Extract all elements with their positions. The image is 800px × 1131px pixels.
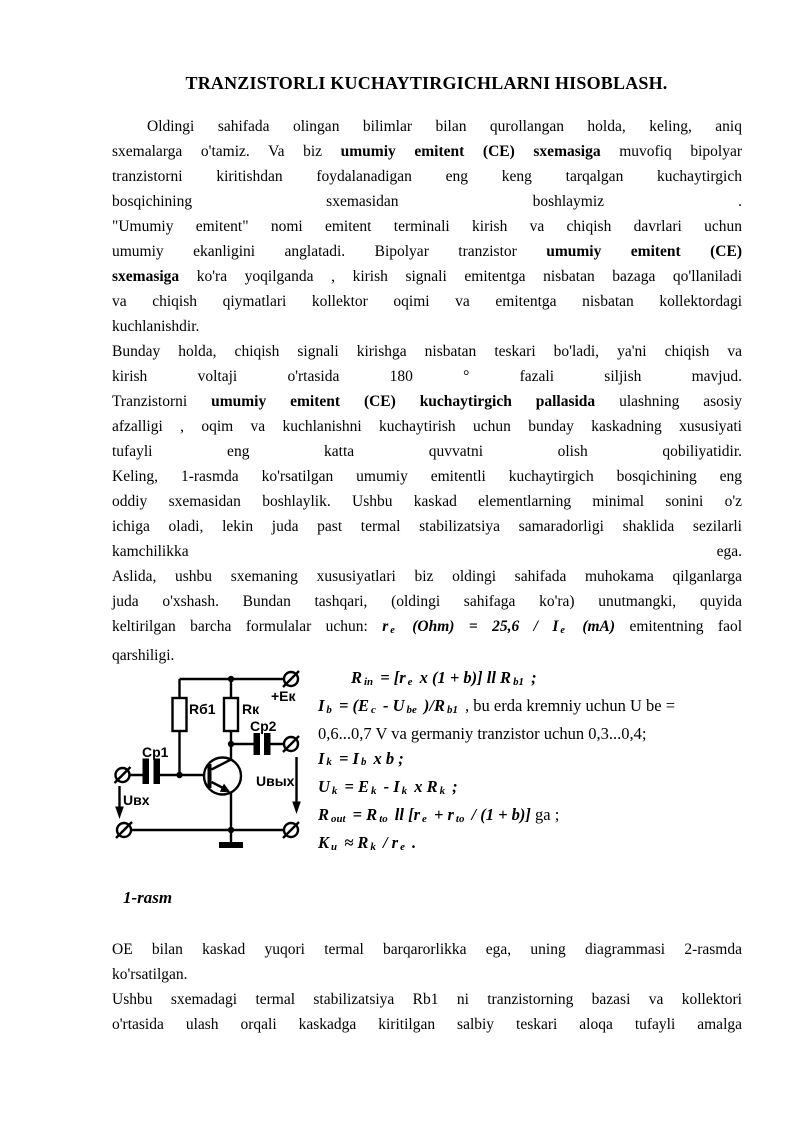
- text-run: b1: [447, 704, 458, 717]
- text-run: k: [371, 784, 377, 797]
- text-run: = I: [334, 748, 359, 768]
- terminal-bottom-left: [116, 822, 132, 838]
- transistor-npn: [204, 758, 241, 795]
- text-run: muvofiq bipolyar: [600, 143, 742, 160]
- resistor-rb1: [173, 698, 187, 731]
- text-run: b1: [513, 675, 524, 688]
- text-run: to: [379, 812, 388, 825]
- text-run: kuchlanishdir.: [112, 318, 200, 335]
- text-run: e: [400, 840, 405, 853]
- text-run: out: [331, 812, 346, 825]
- text-run: umumiy emitent (CE) sxemasiga: [340, 143, 601, 160]
- text-line: [112, 139, 742, 164]
- text-line: [318, 747, 758, 775]
- text-run: x (1 + b)] ll R: [415, 668, 512, 687]
- text-run: x R: [410, 776, 438, 796]
- circuit-diagram: [100, 660, 315, 860]
- text-run: - U: [378, 696, 405, 716]
- text-run: e: [560, 624, 565, 636]
- text-run: be: [406, 704, 417, 717]
- text-run: + r: [429, 804, 454, 824]
- text-line: [112, 164, 742, 189]
- text-run: oddiy sxemasidan boshlaylik. Ushbu kaskad elementlarning minimal sonini o'z: [112, 493, 742, 510]
- text-run: ;: [448, 776, 458, 796]
- text-line: [112, 464, 742, 489]
- text-line: [112, 114, 742, 139]
- text-line: [318, 722, 758, 746]
- text-line: [112, 339, 742, 364]
- text-line: [318, 803, 758, 831]
- text-run: bosqichining sxemasidan boshlaymiz .: [112, 193, 742, 210]
- text-run: in: [364, 675, 374, 688]
- text-line: [318, 694, 758, 722]
- text-run: sxemasiga: [112, 268, 180, 285]
- text-run: e: [407, 675, 413, 688]
- resistor-rk: [224, 698, 238, 731]
- text-line: [318, 775, 758, 803]
- text-line: [318, 831, 758, 859]
- text-line: [112, 389, 742, 414]
- text-run: to: [455, 812, 465, 825]
- text-run: umumiy emitent (CE): [546, 243, 742, 260]
- page-title: TRANZISTORLI KUCHAYTIRGICHLARNI HISOBLASH.: [185, 73, 668, 93]
- text-run: x b ;: [369, 748, 404, 768]
- text-run: K: [318, 832, 330, 852]
- text-run: ≈ R: [340, 832, 369, 852]
- label-cp1: Cp1: [142, 744, 169, 760]
- text-run: 0,6...0,7 V va germaniy tranzistor uchun 0,3...0,4;: [318, 724, 647, 744]
- text-run: va chiqish qiymatlari kollektor oqimi va emitentga nisbatan kollektordagi: [112, 293, 742, 310]
- text-run: Aslida, ushbu sxemaning xususiyatlari biz oldingi sahifada muhokama qilganlarga: [112, 568, 742, 585]
- text-run: b: [326, 704, 332, 717]
- text-run: , bu erda kremniy uchun U be =: [460, 696, 675, 716]
- text-run: b: [360, 756, 367, 769]
- label-rk: Rк: [242, 701, 260, 717]
- text-run: keltirilgan barcha formulalar uchun:: [112, 618, 383, 635]
- figure-caption: 1-rasm: [123, 888, 173, 907]
- text-line: [112, 314, 742, 339]
- text-line: [112, 564, 742, 589]
- text-run: sxemalarga o'tamiz. Va biz: [112, 143, 341, 160]
- text-line: [112, 539, 742, 564]
- formula-block: [318, 666, 758, 859]
- text-run: (Ohm) = 25,6 / I: [397, 618, 559, 635]
- text-run: ko'ra yoqilganda , kirish signali emitentga nisbatan bazaga qo'llaniladi: [179, 268, 742, 285]
- text-run: r: [382, 618, 389, 635]
- text-line: [112, 214, 742, 239]
- text-run: Keling, 1-rasmda ko'rsatilgan umumiy emitentli kuchaytirgich bosqichining eng: [112, 468, 742, 485]
- text-line: [112, 239, 742, 264]
- text-run: c: [371, 704, 376, 717]
- text-line: [112, 614, 742, 643]
- text-run: .: [407, 832, 417, 852]
- terminal-output: [283, 736, 299, 752]
- text-run: I: [318, 696, 325, 716]
- capacitor-cp2: [254, 733, 271, 755]
- text-run: k: [326, 756, 332, 769]
- text-run: U: [318, 776, 330, 796]
- text-run: / r: [378, 832, 399, 852]
- text-run: afzalligi , oqim va kuchlanishni kuchaytirish uchun bunday kaskadning xususiyati: [112, 418, 742, 435]
- text-line: [318, 666, 758, 694]
- text-run: ichiga oladi, lekin juda past termal stabilizatsiya samaradorligi shaklida sezilarli: [112, 518, 742, 535]
- text-line: [112, 289, 742, 314]
- text-run: kamchilikka ega.: [112, 543, 742, 560]
- text-run: umumiy ekanligini anglatadi. Bipolyar tranzistor: [112, 243, 547, 260]
- label-supply-ek: +Ек: [271, 688, 296, 704]
- text-run: k: [401, 784, 408, 797]
- text-run: "Umumiy emitent" nomi emitent terminali kirish va chiqish davrlari uchun: [112, 218, 742, 235]
- label-rb1: Rб1: [189, 701, 216, 717]
- text-run: OE bilan kaskad yuqori termal barqarorlikka ega, uning diagrammasi 2-rasmda: [112, 941, 742, 958]
- text-run: = R: [348, 804, 378, 824]
- text-run: R: [351, 668, 363, 687]
- text-run: Oldingi sahifada olingan bilimlar bilan qurollangan holda, keling, aniq: [147, 118, 742, 135]
- text-line: [112, 987, 742, 1012]
- text-line: [112, 514, 742, 539]
- text-line: [112, 962, 742, 987]
- text-run: ulashning asosiy: [595, 393, 743, 410]
- text-line: [112, 364, 742, 389]
- text-run: ko'rsatilgan.: [112, 966, 188, 983]
- ground-symbol: [219, 842, 243, 848]
- terminal-supply: [283, 671, 299, 687]
- text-line: [112, 937, 742, 962]
- text-line: [112, 589, 742, 614]
- text-run: k: [439, 784, 446, 797]
- text-run: emitentning faol: [615, 618, 743, 635]
- text-run: qarshiligi.: [112, 646, 175, 664]
- text-run: ;: [526, 668, 537, 687]
- terminal-bottom-right: [283, 822, 299, 838]
- text-line: [112, 489, 742, 514]
- text-run: ll [r: [390, 804, 421, 824]
- text-run: tranzistorni kiritishdan foydalanadigan eng keng tarqalgan kuchaytirgich: [112, 168, 742, 185]
- text-run: ga ;: [530, 804, 560, 824]
- text-run: = E: [340, 776, 370, 796]
- text-run: )/R: [419, 696, 445, 716]
- text-run: Tranzistorni: [112, 393, 212, 410]
- text-run: e: [422, 812, 427, 825]
- terminal-input: [115, 767, 131, 783]
- label-u-in: Uвх: [123, 792, 150, 808]
- text-line: [112, 439, 742, 464]
- text-run: Bunday holda, chiqish signali kirishga nisbatan teskari bo'ladi, ya'ni chiqish va: [112, 343, 742, 360]
- capacitor-cp1: [143, 759, 161, 785]
- text-run: (mA): [567, 618, 616, 635]
- text-run: = [r: [376, 668, 406, 687]
- text-run: kirish voltaji o'rtasida 180 ° fazali siljish mavjud.: [112, 368, 742, 385]
- body-paragraphs: [112, 114, 742, 668]
- text-run: I: [318, 748, 325, 768]
- text-run: o'rtasida ulash orqali kaskadga kiritilgan salbiy teskari aloqa tufayli amalga: [112, 1016, 742, 1033]
- text-run: juda o'xshash. Bundan tashqari, (oldingi sahifaga ko'ra) unutmangki, quyida: [112, 593, 742, 610]
- text-run: e: [390, 624, 395, 636]
- text-run: - I: [379, 776, 400, 796]
- text-run: = (E: [334, 696, 370, 716]
- label-cp2: Cp2: [250, 718, 277, 734]
- text-line: [112, 189, 742, 214]
- text-line: [112, 264, 742, 289]
- text-run: Ushbu sxemadagi termal stabilizatsiya Rb1 ni tranzistorning bazasi va kollektori: [112, 991, 742, 1008]
- text-run: k: [331, 784, 338, 797]
- text-run: R: [318, 804, 330, 824]
- text-run: u: [331, 840, 338, 853]
- bottom-paragraphs: [112, 937, 742, 1037]
- text-run: / (1 + b)]: [467, 804, 531, 824]
- label-u-out: Uвых: [256, 773, 295, 789]
- text-run: tufayli eng katta quvvatni olish qobiliyatidir.: [112, 443, 742, 460]
- text-run: k: [370, 840, 376, 853]
- text-run: umumiy emitent (CE) kuchaytirgich pallasida: [211, 393, 596, 410]
- text-line: [112, 414, 742, 439]
- text-line: [112, 1012, 742, 1037]
